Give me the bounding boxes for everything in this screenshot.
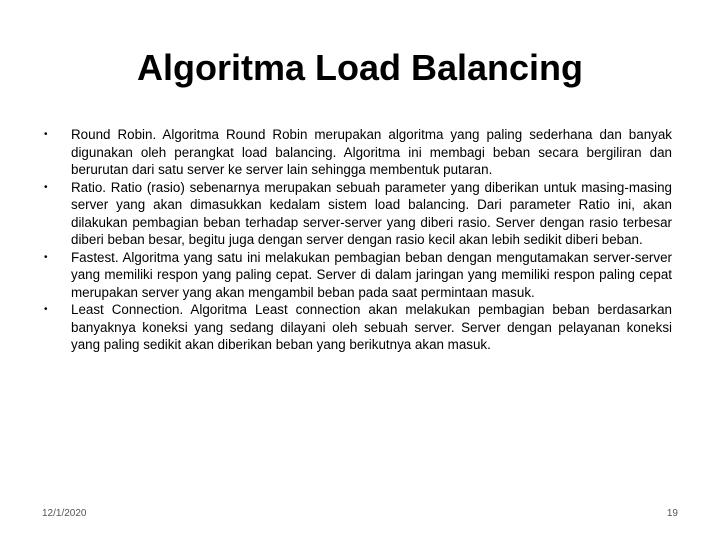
bullet-item [44, 301, 672, 354]
bullet-dot-icon: • [44, 251, 48, 263]
bullet-text: Round Robin. Algoritma Round Robin merupakan algoritma yang paling sederhana dan banyak digunakan oleh perangkat load balancing. Algoritma ini membagi beban secara bergiliran dan berurutan dari satu server ke server lain sehingga membentuk putaran. [71, 127, 672, 177]
bullet-dot-icon: • [44, 181, 48, 193]
page-number: 19 [666, 508, 678, 519]
bullet-item [44, 249, 672, 302]
bullet-text: Least Connection. Algoritma Least connection akan melakukan pembagian beban berdasarkan banyaknya koneksi yang sedang dilayani oleh sebuah server. Server dengan pelayanan koneksi yang paling sedikit akan diberikan beban yang berikutnya akan masuk. [71, 302, 672, 352]
bullet-dot-icon: • [44, 304, 48, 315]
bullet-text: Fastest. Algoritma yang satu ini melakukan pembagian beban dengan mengutamakan server-server yang memiliki respon yang paling cepat. Server di dalam jaringan yang memiliki respon paling cepat merupakan server yang akan mengambil beban pada saat permintaan masuk. [71, 249, 672, 300]
bullet-item [44, 126, 672, 179]
bullet-item [44, 179, 672, 249]
footer-date: 12/1/2020 [42, 508, 87, 519]
slide-title: Algoritma Load Balancing [136, 47, 584, 88]
bullet-list [44, 126, 672, 354]
bullet-text: Ratio. Ratio (rasio) sebenarnya merupakan sebuah parameter yang diberikan untuk masing-masing server yang akan dimasukkan kedalam sistem load balancing. Dari parameter Ratio ini, akan dilakukan pembagian beban terhadap server-server yang diberi rasio. Server dengan rasio terbesar diberi beban besar, begitu juga dengan server dengan rasio kecil akan lebih sedikit diberi beban. [71, 179, 672, 247]
bullet-dot-icon: • [44, 129, 48, 140]
